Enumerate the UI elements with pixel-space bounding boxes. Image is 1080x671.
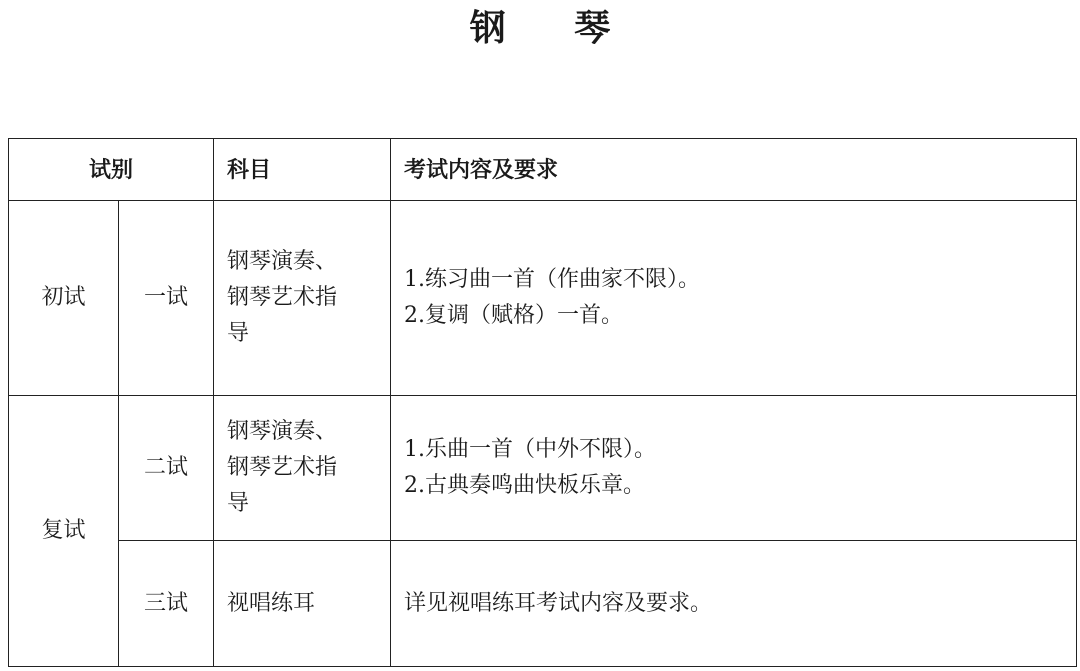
table-row	[9, 541, 1077, 667]
round-cell: 一试	[119, 201, 214, 396]
requirement-line: 2.复调（赋格）一首。	[404, 303, 624, 328]
round-cell: 三试	[119, 541, 214, 667]
subject-line: 钢琴艺术指	[227, 455, 338, 480]
header-requirements: 考试内容及要求	[391, 139, 1077, 201]
table-header-row	[9, 139, 1077, 201]
requirements-cell	[391, 541, 1077, 667]
subject-line: 钢琴演奏、	[227, 249, 338, 274]
requirements-cell	[391, 201, 1077, 396]
requirement-line: 详见视唱练耳考试内容及要求。	[404, 590, 713, 616]
subject-line: 钢琴艺术指	[227, 285, 338, 310]
subject-cell	[214, 541, 391, 667]
stage-preliminary: 初试	[9, 201, 119, 396]
header-stage: 试别	[9, 139, 214, 201]
subject-line: 钢琴演奏、	[227, 419, 338, 444]
table-row	[9, 396, 1077, 541]
subject-line: 导	[227, 321, 250, 346]
page-title: 钢 琴	[469, 7, 639, 49]
requirement-line: 1.乐曲一首（中外不限）。	[404, 437, 657, 462]
stage-final: 复试	[9, 396, 119, 667]
subject-line: 导	[227, 491, 250, 516]
table-row	[9, 201, 1077, 396]
requirement-line: 1.练习曲一首（作曲家不限）。	[404, 267, 701, 292]
subject-line: 视唱练耳	[227, 590, 316, 616]
header-subject: 科目	[214, 139, 391, 201]
subject-cell	[214, 201, 391, 396]
subject-cell	[214, 396, 391, 541]
requirements-cell	[391, 396, 1077, 541]
round-cell: 二试	[119, 396, 214, 541]
exam-table	[8, 138, 1077, 667]
requirement-line: 2.古典奏鸣曲快板乐章。	[404, 473, 646, 498]
